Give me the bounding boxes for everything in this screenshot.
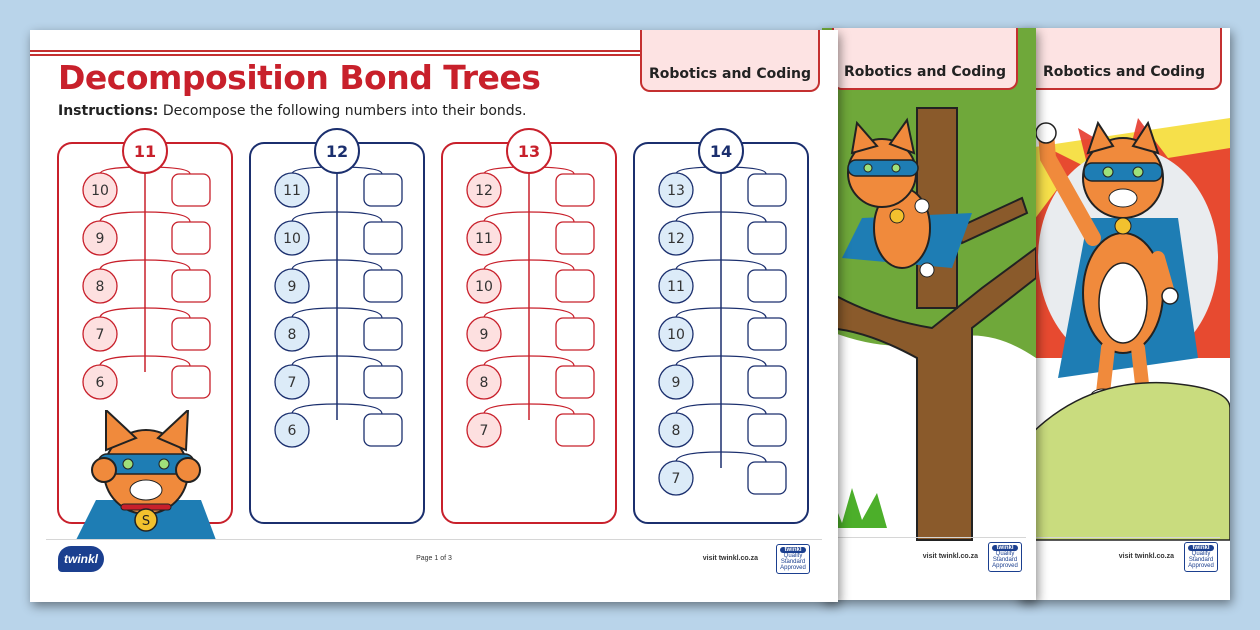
total-number: 14 bbox=[709, 142, 733, 161]
answer-box bbox=[364, 222, 402, 254]
quality-badge bbox=[988, 542, 1022, 572]
answer-box bbox=[748, 462, 786, 494]
instructions-text: Decompose the following numbers into their bonds. bbox=[158, 103, 527, 119]
answer-box bbox=[748, 414, 786, 446]
hero-cat-flying-illustration bbox=[1018, 28, 1230, 600]
total-number: 13 bbox=[517, 142, 541, 161]
worksheet-page-3 bbox=[1018, 28, 1230, 600]
part-number: 6 bbox=[95, 375, 105, 391]
badge-logo: twinkl bbox=[992, 545, 1018, 551]
part-number: 9 bbox=[95, 231, 105, 247]
footer-divider bbox=[1028, 537, 1220, 538]
part-number: 8 bbox=[287, 327, 297, 343]
part-number: 10 bbox=[667, 327, 685, 343]
answer-box bbox=[172, 318, 210, 350]
part-number: 7 bbox=[671, 471, 681, 487]
subject-tab bbox=[1026, 28, 1222, 90]
subject-tab-label: Robotics and Coding bbox=[843, 64, 1007, 80]
part-number: 10 bbox=[91, 183, 109, 199]
worksheet-page-2 bbox=[822, 28, 1036, 600]
visit-link[interactable]: visit twinkl.co.za bbox=[922, 553, 978, 560]
page-title: Decomposition Bond Trees bbox=[58, 58, 541, 97]
part-number: 9 bbox=[287, 279, 297, 295]
twinkl-logo: twinkl bbox=[58, 546, 104, 572]
part-number: 11 bbox=[283, 183, 301, 199]
worksheet-page-1 bbox=[30, 30, 838, 602]
subject-tab-label: Robotics and Coding bbox=[648, 66, 812, 82]
answer-box bbox=[556, 174, 594, 206]
hero-cat-illustration bbox=[76, 410, 216, 540]
answer-box bbox=[556, 270, 594, 302]
answer-box bbox=[172, 222, 210, 254]
svg-text:S: S bbox=[141, 514, 151, 529]
cat-in-tree-illustration bbox=[822, 28, 1036, 600]
visit-link[interactable]: visit twinkl.co.za bbox=[702, 555, 758, 562]
quality-badge bbox=[776, 544, 810, 574]
badge-caption: Quality Standard Approved bbox=[1188, 551, 1214, 569]
answer-box bbox=[556, 414, 594, 446]
part-number: 9 bbox=[671, 375, 681, 391]
page-number: Page 1 of 3 bbox=[416, 555, 452, 562]
answer-box bbox=[172, 174, 210, 206]
part-number: 8 bbox=[479, 375, 489, 391]
answer-box bbox=[364, 318, 402, 350]
part-number: 10 bbox=[475, 279, 493, 295]
answer-box bbox=[748, 270, 786, 302]
badge-logo: twinkl bbox=[1188, 545, 1214, 551]
part-number: 11 bbox=[667, 279, 685, 295]
answer-box bbox=[556, 318, 594, 350]
badge-caption: Quality Standard Approved bbox=[992, 551, 1018, 569]
answer-box bbox=[748, 318, 786, 350]
part-number: 7 bbox=[287, 375, 297, 391]
quality-badge bbox=[1184, 542, 1218, 572]
part-number: 9 bbox=[479, 327, 489, 343]
answer-box bbox=[364, 174, 402, 206]
part-number: 8 bbox=[95, 279, 105, 295]
answer-box bbox=[556, 366, 594, 398]
total-number: 12 bbox=[325, 142, 349, 161]
answer-box bbox=[748, 222, 786, 254]
answer-box bbox=[364, 414, 402, 446]
part-number: 8 bbox=[671, 423, 681, 439]
subject-tab-label: Robotics and Coding bbox=[1042, 64, 1206, 80]
answer-box bbox=[748, 366, 786, 398]
visit-link[interactable]: visit twinkl.co.za bbox=[1118, 553, 1174, 560]
part-number: 10 bbox=[283, 231, 301, 247]
answer-box bbox=[364, 270, 402, 302]
part-number: 13 bbox=[667, 183, 685, 199]
badge-logo: twinkl bbox=[780, 547, 806, 553]
footer-divider bbox=[46, 539, 822, 540]
total-number: 11 bbox=[133, 142, 157, 161]
part-number: 11 bbox=[475, 231, 493, 247]
answer-box bbox=[748, 174, 786, 206]
answer-box bbox=[556, 222, 594, 254]
part-number: 12 bbox=[475, 183, 493, 199]
subject-tab bbox=[832, 28, 1018, 90]
instructions-label: Instructions: bbox=[58, 103, 159, 119]
answer-box bbox=[172, 366, 210, 398]
part-number: 6 bbox=[287, 423, 297, 439]
part-number: 7 bbox=[479, 423, 489, 439]
badge-caption: Quality Standard Approved bbox=[780, 553, 806, 571]
answer-box bbox=[364, 366, 402, 398]
part-number: 7 bbox=[95, 327, 105, 343]
part-number: 12 bbox=[667, 231, 685, 247]
answer-box bbox=[172, 270, 210, 302]
footer-divider bbox=[832, 537, 1026, 538]
